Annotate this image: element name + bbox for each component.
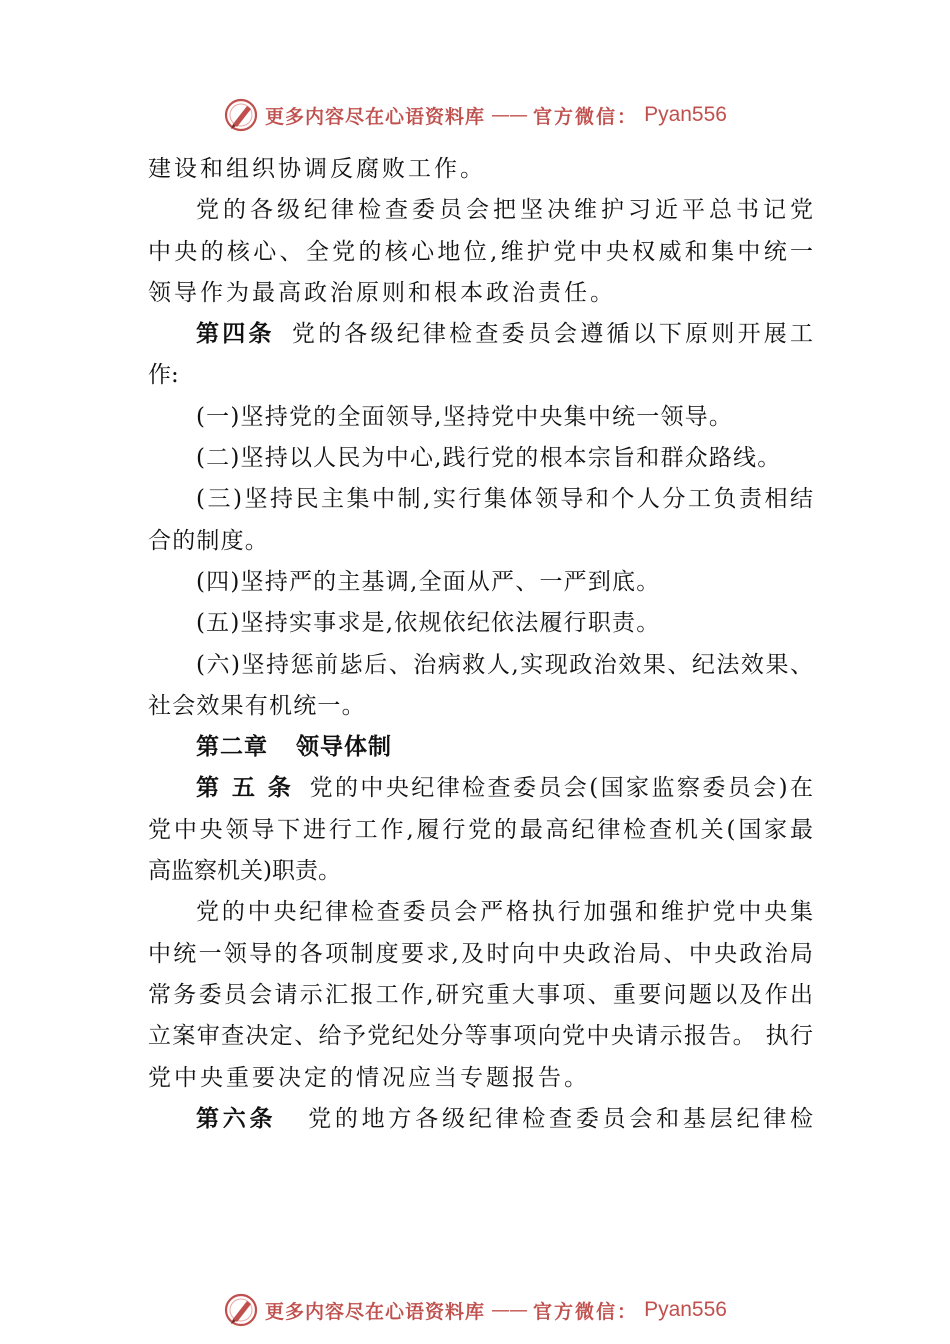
paragraph-line: 社会效果有机统一。 <box>148 692 366 719</box>
document-body <box>148 149 813 1140</box>
article-5-text: 党的中央纪律检查委员会(国家监察委员会)在 <box>307 775 813 802</box>
chapter-heading <box>148 727 813 768</box>
watermark-official-label: 官方微信： <box>533 1300 639 1323</box>
principle-5: (五)坚持实事求是,依规依纪依法履行职责。 <box>196 610 661 637</box>
paragraph-line: 党中央重要决定的情况应当专题报告。 <box>148 1064 590 1091</box>
article-4-text: 党的各级纪律检查委员会遵循以下原则开展工 <box>288 321 814 348</box>
paragraph-line: 中央的核心、全党的核心地位,维护党中央权威和集中统一 <box>148 238 813 265</box>
paragraph-line: 作: <box>148 362 179 389</box>
article-6-text: 党的地方各级纪律检查委员会和基层纪律检 <box>304 1105 814 1132</box>
principle-2: (二)坚持以人民为中心,践行党的根本宗旨和群众路线。 <box>196 445 782 472</box>
pen-circle-logo-icon <box>223 1292 259 1328</box>
paragraph-line: 合的制度。 <box>148 527 269 554</box>
article-5-line <box>148 768 813 809</box>
paragraph-line: 党中央领导下进行工作,履行党的最高纪律检查机关(国家最 <box>148 816 813 843</box>
paragraph-line: 常务委员会请示汇报工作,研究重大事项、重要问题以及作出 <box>148 981 813 1008</box>
paragraph-line: 建设和组织协调反腐败工作。 <box>148 156 486 182</box>
article-5-label: 第 五 条 <box>196 775 294 802</box>
principle-4: (四)坚持严的主基调,全面从严、一严到底。 <box>196 568 661 595</box>
principle-3: (三)坚持民主集中制,实行集体领导和个人分工负责相结 <box>196 486 813 513</box>
article-6-line <box>148 1099 813 1140</box>
watermark-footer <box>0 1290 950 1330</box>
article-4-label: 第四条 <box>196 321 275 348</box>
pen-circle-logo-icon <box>223 97 259 133</box>
article-4-line <box>148 314 813 355</box>
watermark-text: 更多内容尽在心语资料库 <box>265 1300 486 1323</box>
principle-6: (六)坚持惩前毖后、治病救人,实现政治效果、纪法效果、 <box>196 651 813 678</box>
principle-1: (一)坚持党的全面领导,坚持党中央集中统一领导。 <box>196 403 734 430</box>
chapter-title: 领导体制 <box>296 734 392 761</box>
watermark-dash: —— <box>491 1299 528 1321</box>
chapter-number: 第二章 <box>196 734 268 761</box>
paragraph-line: 党的各级纪律检查委员会把坚决维护习近平总书记党 <box>196 197 813 224</box>
paragraph-line: 立案审查决定、给予党纪处分等事项向党中央请示报告。 执行 <box>148 1023 813 1050</box>
watermark-wechat-id: Pyan556 <box>644 1298 727 1321</box>
watermark-dash: —— <box>491 104 528 126</box>
watermark-official-label: 官方微信： <box>533 105 639 128</box>
article-6-label: 第六条 <box>196 1105 277 1132</box>
watermark-text: 更多内容尽在心语资料库 <box>265 105 486 128</box>
watermark-wechat-id: Pyan556 <box>644 103 727 126</box>
paragraph-line: 领导作为最高政治原则和根本政治责任。 <box>148 279 616 306</box>
paragraph-line: 中统一领导的各项制度要求,及时向中央政治局、中央政治局 <box>148 940 813 967</box>
watermark-header <box>0 95 950 135</box>
paragraph-line: 高监察机关)职责。 <box>148 858 341 885</box>
paragraph-line: 党的中央纪律检查委员会严格执行加强和维护党中央集 <box>196 899 813 926</box>
